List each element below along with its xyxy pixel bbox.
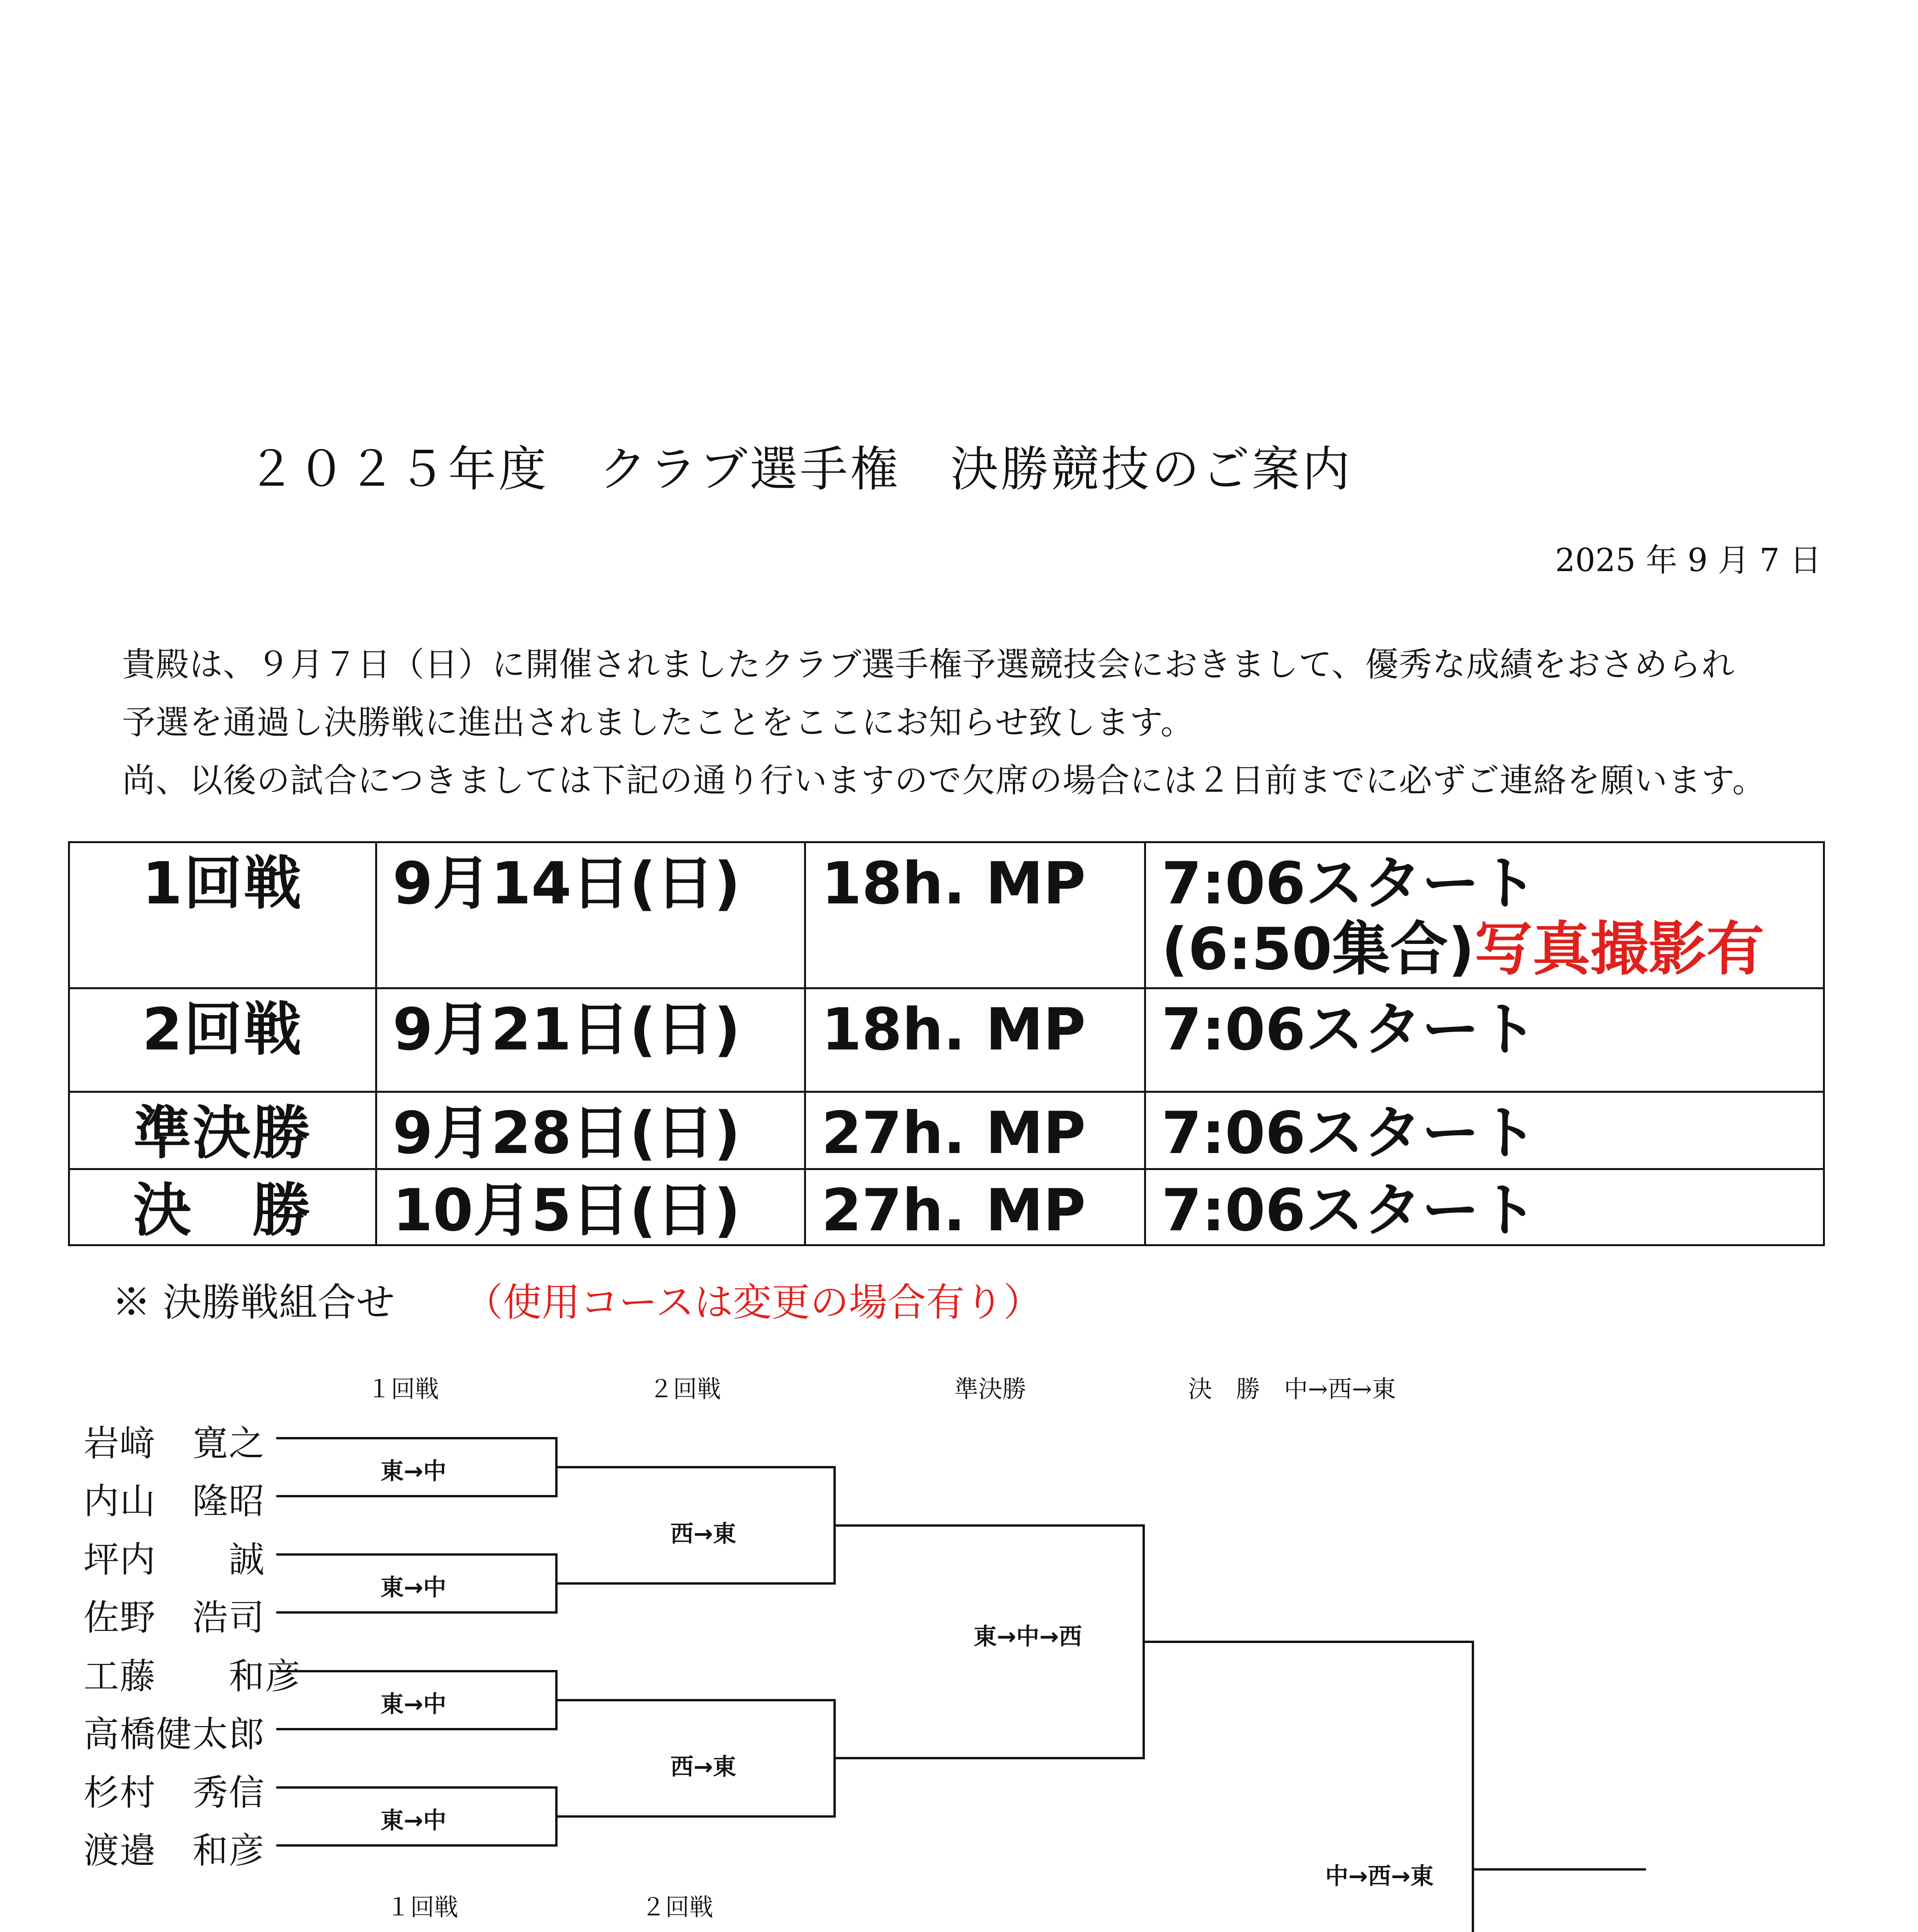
date-cell: 9月21日(日) (376, 988, 805, 1092)
intro-line-2: 予選を通過し決勝戦に進出されましたことをここにお知らせ致します。 (122, 703, 1194, 742)
start-cell: 7:06スタート (1145, 988, 1824, 1092)
start-cell: 7:06スタート (1145, 1169, 1824, 1245)
course-label: 東→中 (380, 1574, 447, 1601)
course-label-final: 中→西→東 (1325, 1863, 1434, 1890)
intro-line-1: 貴殿は、９月７日（日）に開催されましたクラブ選手権予選競技会におきまして、優秀な成績をおさめられ (122, 645, 1735, 684)
date-cell: 10月5日(日) (376, 1169, 805, 1245)
round-cell: 決 勝 (69, 1169, 376, 1245)
header-round1: １回戦 (386, 1893, 459, 1921)
header-round2: ２回戦 (649, 1375, 721, 1403)
player-name: 渡邉 和彦 (83, 1830, 265, 1871)
bracket-note-text: ※ 決勝戦組合せ (112, 1280, 395, 1325)
player-name: 内山 隆昭 (83, 1481, 265, 1522)
assembly-time: (6:50集合) (1161, 916, 1475, 983)
course-label: 東→中 (380, 1691, 447, 1718)
player-name: 工藤 和彦 (83, 1656, 302, 1697)
course-label: 西→東 (670, 1520, 736, 1548)
player-name: 佐野 浩司 (83, 1597, 265, 1638)
header-semifinal: 準決勝 (954, 1375, 1027, 1403)
course-label: 東→中 (380, 1458, 447, 1485)
holes-cell: 27h. MP (805, 1169, 1145, 1245)
round-cell: 準決勝 (69, 1092, 376, 1169)
date-cell: 9月14日(日) (376, 842, 805, 988)
holes-cell: 27h. MP (805, 1092, 1145, 1169)
notice-date: 2025 年 9 月 7 日 (1555, 542, 1821, 579)
round-cell: 1回戦 (69, 842, 376, 988)
header-round2: ２回戦 (641, 1893, 714, 1921)
holes-cell: 18h. MP (805, 988, 1145, 1092)
player-name: 高橋健太郎 (83, 1714, 265, 1755)
page-title: ２０２５年度 クラブ選手権 決勝競技のご案内 (247, 442, 1353, 497)
header-round1: １回戦 (367, 1375, 439, 1403)
player-name: 岩﨑 寛之 (83, 1423, 265, 1464)
header-final: 決 勝 中→西→東 (1188, 1375, 1396, 1403)
start-time: 7:06スタート (1161, 850, 1538, 917)
course-label: 東→中→西 (973, 1623, 1082, 1650)
course-label: 東→中 (380, 1807, 447, 1834)
holes-cell: 18h. MP (805, 842, 1145, 988)
photo-note: 写真撮影有 (1474, 916, 1765, 983)
bracket-note-red: （使用コースは変更の場合有り） (464, 1280, 1042, 1325)
player-name: 坪内 誠 (83, 1539, 265, 1580)
round-cell: 2回戦 (69, 988, 376, 1092)
intro-line-3: 尚、以後の試合につきましては下記の通り行いますので欠席の場合には２日前までに必ずご連絡を願います。 (122, 761, 1766, 800)
course-label: 西→東 (670, 1753, 736, 1781)
date-cell: 9月28日(日) (376, 1092, 805, 1169)
start-cell: 7:06スタート (1145, 1092, 1824, 1169)
player-name: 杉村 秀信 (83, 1772, 265, 1813)
